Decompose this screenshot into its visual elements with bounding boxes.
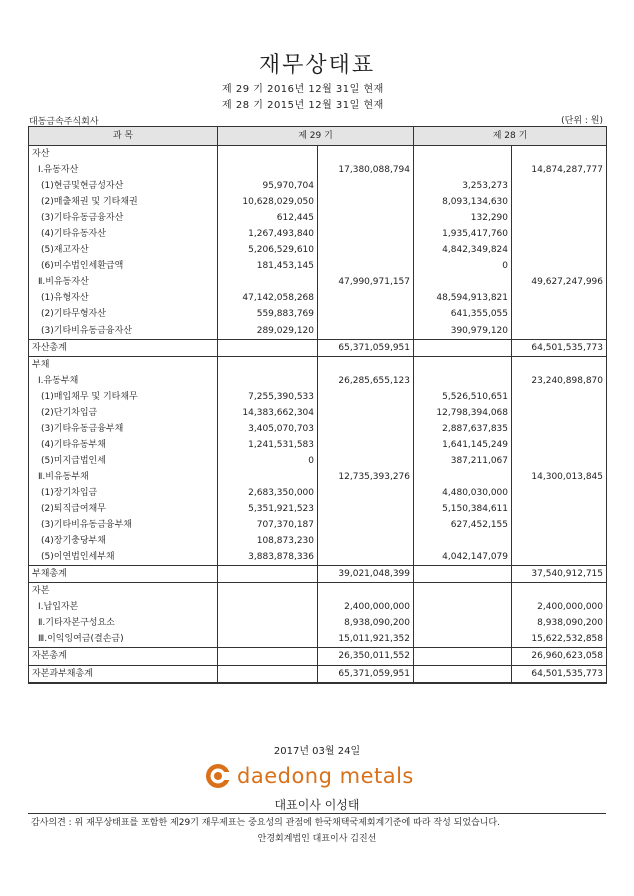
row-label: Ⅰ.유동부채	[29, 373, 218, 389]
row-value: 5,206,529,610	[218, 242, 318, 258]
row-value	[512, 178, 607, 194]
row-label: 자본	[29, 583, 218, 600]
row-label: Ⅰ.납입자본	[29, 599, 218, 615]
row-value: 0	[218, 453, 318, 469]
row-value: 0	[414, 258, 512, 274]
row-label: (3)기타유동금융자산	[29, 210, 218, 226]
unit-label: (단위 : 원)	[561, 116, 603, 126]
row-label: Ⅱ.비유동부채	[29, 469, 218, 485]
row-value	[512, 194, 607, 210]
row-label: (1)현금및현금성자산	[29, 178, 218, 194]
row-value	[318, 210, 414, 226]
table-row	[29, 258, 607, 274]
row-value	[512, 517, 607, 533]
row-value: 7,255,390,533	[218, 389, 318, 405]
row-value	[512, 389, 607, 405]
row-value	[414, 599, 512, 615]
table-row	[29, 599, 607, 615]
row-value: 95,970,704	[218, 178, 318, 194]
row-value	[512, 405, 607, 421]
row-value	[512, 226, 607, 242]
row-value	[218, 566, 318, 583]
row-value: 559,883,769	[218, 306, 318, 322]
row-value: 14,874,287,777	[512, 162, 607, 178]
row-value	[218, 631, 318, 648]
row-label: (2)매출채권 및 기타채권	[29, 194, 218, 210]
row-value: 15,622,532,858	[512, 631, 607, 648]
row-value	[512, 533, 607, 549]
row-value: 10,628,029,050	[218, 194, 318, 210]
auditor: 안경회계법인 대표이사 김진선	[257, 834, 377, 844]
row-value	[218, 648, 318, 665]
row-value: 65,371,059,951	[318, 339, 414, 356]
row-value	[218, 274, 318, 290]
header-current-period: 제 29 기	[218, 127, 414, 146]
table-row	[29, 501, 607, 517]
row-value: 132,290	[414, 210, 512, 226]
row-value: 5,150,384,611	[414, 501, 512, 517]
row-value	[414, 356, 512, 373]
row-label: (1)유형자산	[29, 290, 218, 306]
table-row	[29, 306, 607, 322]
row-value	[218, 615, 318, 631]
row-value	[318, 178, 414, 194]
row-value	[318, 485, 414, 501]
row-value	[318, 389, 414, 405]
row-value	[512, 501, 607, 517]
row-value	[318, 306, 414, 322]
row-label: (3)기타비유동금융자산	[29, 323, 218, 340]
row-value	[414, 162, 512, 178]
row-value: 39,021,048,399	[318, 566, 414, 583]
table-row	[29, 356, 607, 373]
table-row	[29, 453, 607, 469]
company-name: 대동금속주식회사	[29, 117, 99, 127]
row-label: 자산	[29, 146, 218, 163]
row-value	[318, 405, 414, 421]
table-row	[29, 178, 607, 194]
row-value	[318, 258, 414, 274]
row-value	[414, 533, 512, 549]
table-row	[29, 210, 607, 226]
table-row	[29, 566, 607, 583]
table-row	[29, 194, 607, 210]
row-value	[218, 599, 318, 615]
company-logo	[205, 763, 414, 789]
row-value: 8,938,090,200	[318, 615, 414, 631]
row-label: 자본총계	[29, 648, 218, 665]
row-value: 2,683,350,000	[218, 485, 318, 501]
row-value: 3,253,273	[414, 178, 512, 194]
table-row	[29, 389, 607, 405]
row-value: 12,798,394,068	[414, 405, 512, 421]
row-label: 자본과부채총계	[29, 665, 218, 683]
row-value: 17,380,088,794	[318, 162, 414, 178]
row-value	[318, 421, 414, 437]
period-prior: 제 28 기 2015년 12월 31일 현재	[222, 100, 384, 111]
row-value: 47,990,971,157	[318, 274, 414, 290]
row-value	[318, 549, 414, 566]
row-label: Ⅲ.이익잉여금(결손금)	[29, 631, 218, 648]
row-value	[414, 665, 512, 683]
logo-text: daedong metals	[237, 764, 414, 788]
row-value	[414, 648, 512, 665]
row-value	[414, 583, 512, 600]
row-value	[318, 517, 414, 533]
row-label: (4)장기충당부채	[29, 533, 218, 549]
row-value	[414, 373, 512, 389]
row-value	[512, 453, 607, 469]
row-value: 12,735,393,276	[318, 469, 414, 485]
row-label: Ⅰ.유동자산	[29, 162, 218, 178]
row-value	[318, 146, 414, 163]
row-value	[414, 631, 512, 648]
row-value	[318, 194, 414, 210]
row-value	[512, 485, 607, 501]
table-row	[29, 665, 607, 683]
row-value: 47,142,058,268	[218, 290, 318, 306]
table-row	[29, 583, 607, 600]
row-value: 26,960,623,058	[512, 648, 607, 665]
row-value	[318, 437, 414, 453]
row-value	[512, 437, 607, 453]
row-value: 3,883,878,336	[218, 549, 318, 566]
balance-sheet-table	[28, 126, 607, 684]
row-label: (5)재고자산	[29, 242, 218, 258]
logo-icon	[205, 763, 231, 789]
table-row	[29, 549, 607, 566]
row-value: 4,842,349,824	[414, 242, 512, 258]
row-value	[414, 566, 512, 583]
table-header-row	[29, 127, 607, 146]
row-value: 1,241,531,583	[218, 437, 318, 453]
row-value	[218, 356, 318, 373]
table-row	[29, 533, 607, 549]
row-value: 2,400,000,000	[318, 599, 414, 615]
row-value	[318, 501, 414, 517]
row-value	[318, 226, 414, 242]
row-value	[414, 615, 512, 631]
row-value: 4,480,030,000	[414, 485, 512, 501]
row-value: 5,351,921,523	[218, 501, 318, 517]
row-value	[512, 306, 607, 322]
row-value: 289,029,120	[218, 323, 318, 340]
row-value: 8,938,090,200	[512, 615, 607, 631]
row-value: 612,445	[218, 210, 318, 226]
row-value: 707,370,187	[218, 517, 318, 533]
table-row	[29, 631, 607, 648]
row-value	[414, 469, 512, 485]
table-row	[29, 373, 607, 389]
row-label: 부채총계	[29, 566, 218, 583]
report-date: 2017년 03월 24일	[273, 746, 361, 757]
table-row	[29, 146, 607, 163]
row-label: Ⅱ.기타자본구성요소	[29, 615, 218, 631]
header-prior-period: 제 28 기	[414, 127, 607, 146]
row-value	[318, 242, 414, 258]
row-label: (3)기타비유동금융부채	[29, 517, 218, 533]
row-value	[218, 162, 318, 178]
table-row	[29, 437, 607, 453]
table-row	[29, 290, 607, 306]
row-value	[218, 583, 318, 600]
row-label: (2)기타무형자산	[29, 306, 218, 322]
table-row	[29, 485, 607, 501]
row-label: (5)미지급법인세	[29, 453, 218, 469]
row-value: 26,350,011,552	[318, 648, 414, 665]
row-value: 387,211,067	[414, 453, 512, 469]
row-label: (5)이연법인세부채	[29, 549, 218, 566]
row-value: 14,383,662,304	[218, 405, 318, 421]
row-value	[414, 146, 512, 163]
row-label: (2)단기차입금	[29, 405, 218, 421]
row-label: (1)매입채무 및 기타채무	[29, 389, 218, 405]
row-value: 26,285,655,123	[318, 373, 414, 389]
table-row	[29, 405, 607, 421]
row-label: (3)기타유동금융부채	[29, 421, 218, 437]
row-value: 390,979,120	[414, 323, 512, 340]
row-value: 64,501,535,773	[512, 339, 607, 356]
row-value: 14,300,013,845	[512, 469, 607, 485]
row-value: 641,355,055	[414, 306, 512, 322]
row-value	[512, 146, 607, 163]
row-label: Ⅱ.비유동자산	[29, 274, 218, 290]
row-value: 627,452,155	[414, 517, 512, 533]
row-value	[512, 242, 607, 258]
row-value	[318, 583, 414, 600]
row-value	[512, 258, 607, 274]
row-value	[512, 356, 607, 373]
table-row	[29, 615, 607, 631]
row-label: (6)미수법인세환급액	[29, 258, 218, 274]
row-value	[318, 356, 414, 373]
row-value: 3,405,070,703	[218, 421, 318, 437]
row-value	[318, 323, 414, 340]
row-value	[512, 583, 607, 600]
table-row	[29, 648, 607, 665]
row-value	[512, 323, 607, 340]
row-value: 8,093,134,630	[414, 194, 512, 210]
table-row	[29, 162, 607, 178]
row-value	[512, 290, 607, 306]
row-label: 부채	[29, 356, 218, 373]
row-label: (1)장기차입금	[29, 485, 218, 501]
table-row	[29, 517, 607, 533]
row-value	[512, 549, 607, 566]
row-value	[218, 665, 318, 683]
row-label: (2)퇴직급여채무	[29, 501, 218, 517]
row-label: (4)기타유동부채	[29, 437, 218, 453]
document-title: 재무상태표	[258, 53, 376, 78]
table-row	[29, 242, 607, 258]
row-value	[414, 339, 512, 356]
row-value	[414, 274, 512, 290]
row-value: 1,641,145,249	[414, 437, 512, 453]
row-value	[318, 290, 414, 306]
row-value	[218, 469, 318, 485]
row-label: (4)기타유동자산	[29, 226, 218, 242]
row-value	[512, 210, 607, 226]
row-value: 49,627,247,996	[512, 274, 607, 290]
row-value: 48,594,913,821	[414, 290, 512, 306]
row-value: 15,011,921,352	[318, 631, 414, 648]
row-value: 4,042,147,079	[414, 549, 512, 566]
ceo-signature: 대표이사 이성태	[274, 798, 360, 812]
row-value	[218, 146, 318, 163]
row-value: 5,526,510,651	[414, 389, 512, 405]
row-value: 2,400,000,000	[512, 599, 607, 615]
row-value: 108,873,230	[218, 533, 318, 549]
row-value: 1,935,417,760	[414, 226, 512, 242]
divider	[28, 813, 606, 814]
period-current: 제 29 기 2016년 12월 31일 현재	[222, 84, 384, 95]
row-value	[318, 533, 414, 549]
table-row	[29, 421, 607, 437]
row-value	[218, 339, 318, 356]
row-value	[512, 421, 607, 437]
row-value: 23,240,898,870	[512, 373, 607, 389]
table-row	[29, 339, 607, 356]
row-value: 37,540,912,715	[512, 566, 607, 583]
row-value: 65,371,059,951	[318, 665, 414, 683]
audit-opinion: 감사의견 : 위 재무상태표를 포함한 제29기 재무제표는 중요성의 관점에 한국채택국제회계기준에 따라 작성 되었습니다.	[31, 818, 500, 828]
row-value: 181,453,145	[218, 258, 318, 274]
row-value: 64,501,535,773	[512, 665, 607, 683]
table-row	[29, 226, 607, 242]
row-value: 2,887,637,835	[414, 421, 512, 437]
row-value	[218, 373, 318, 389]
table-row	[29, 469, 607, 485]
table-row	[29, 323, 607, 340]
table-row	[29, 274, 607, 290]
row-value: 1,267,493,840	[218, 226, 318, 242]
row-value	[318, 453, 414, 469]
header-account: 과 목	[29, 127, 218, 146]
row-label: 자산총계	[29, 339, 218, 356]
